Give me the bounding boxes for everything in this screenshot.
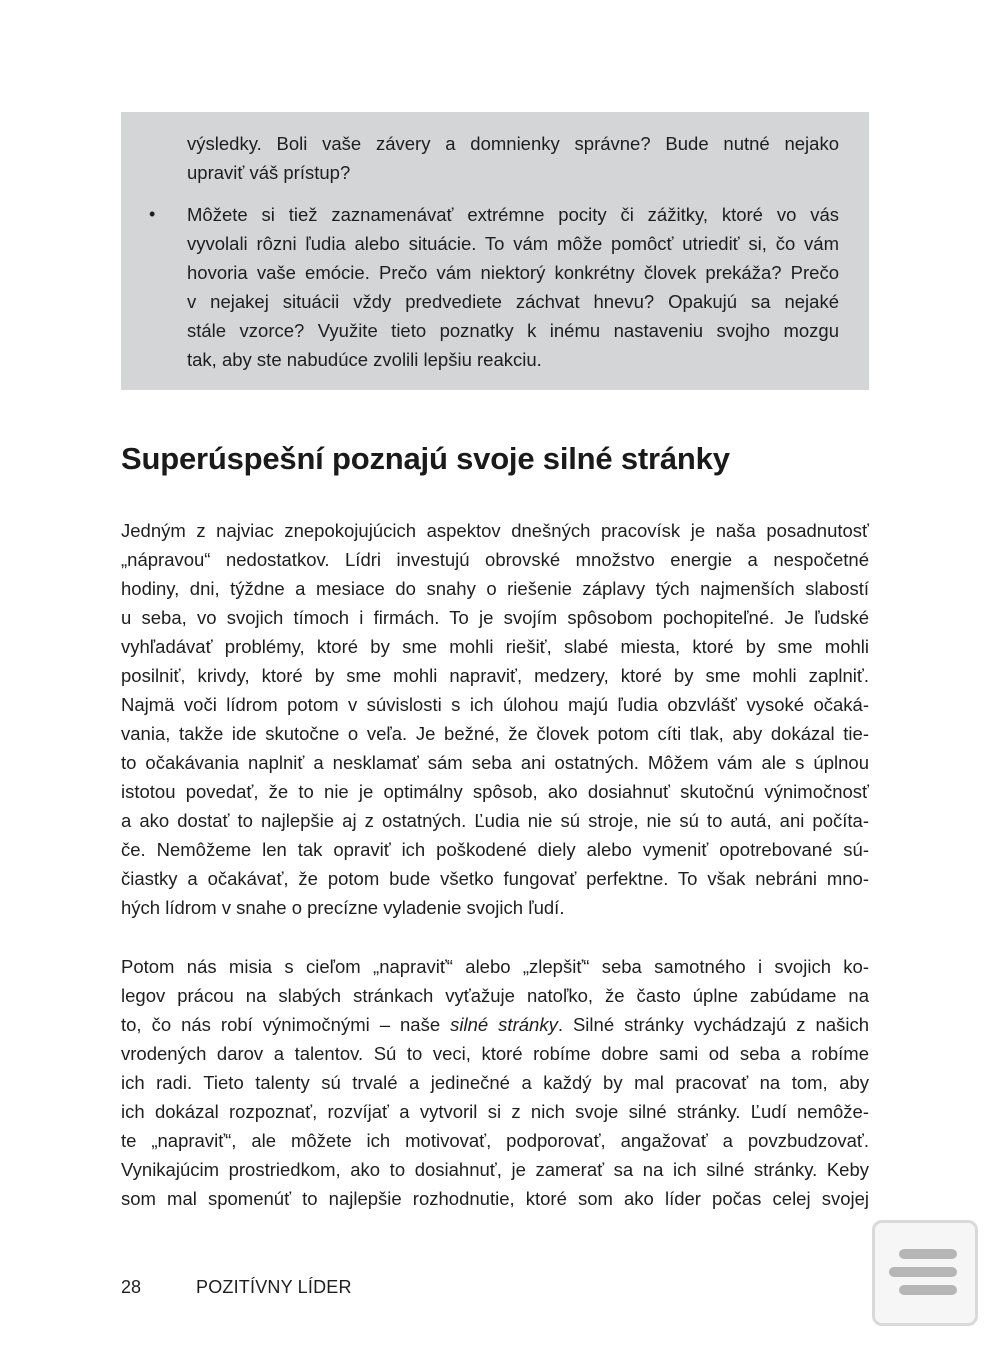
text-line: Vynikajúcim prostriedkom, ako to dosiahnuť, je zamerať sa na ich silné stránky. Keby (121, 1159, 869, 1180)
text-line: hodiny, dni, týždne a mesiace do snahy o riešenie záplavy tých najmenších slabostí (121, 578, 869, 599)
section-heading: Superúspešní poznajú svoje silné stránky (121, 441, 730, 476)
text-line: legov prácou na slabých stránkach vyťažuje natoľko, že často úplne zabúdame na (121, 985, 869, 1006)
text-line: Jedným z najviac znepokojujúcich aspektov dnešných pracovísk je naša posadnutosť (121, 520, 869, 541)
tip-line: vyvolali rôzni ľudia alebo situácie. To vám môže pomôcť utriediť si, čo vám (187, 233, 839, 254)
text-line: hých lídrom v snahe o precízne vyladenie svojich ľudí. (121, 897, 565, 918)
em-dash: – (379, 1014, 391, 1035)
text-line: a ako dostať to najlepšie aj z ostatných. Ľudia nie sú stroje, nie sú to autá, ani počíta- (121, 810, 869, 831)
text-line: Potom nás misia s cieľom „napraviť“ alebo „zlepšiť“ seba samotného i svojich ko- (121, 956, 869, 977)
text-line: vyhľadávať problémy, ktoré by sme mohli riešiť, slabé miesta, ktoré by sme mohli (121, 636, 869, 657)
text-line: čiastky a očakávať, že potom bude všetko fungovať perfektne. To však nebráni mno- (121, 868, 869, 889)
text-span: naše (400, 1014, 441, 1035)
text-line: vrodených darov a talentov. Sú to veci, ktoré robíme dobre sami od seba a robíme (121, 1043, 869, 1064)
stacked-books-icon (872, 1220, 978, 1326)
text-line: „nápravou“ nedostatkov. Lídri investujú obrovské množstvo energie a nespočetné (121, 549, 869, 570)
text-line: to očakávania naplniť a nesklamať sám seba ani ostatných. Môžem vám ale s úplnou (121, 752, 869, 773)
tip-line: hovoria vaše emócie. Prečo vám niektorý konkrétny človek prekáža? Prečo (187, 262, 839, 283)
tip-line: Môžete si tiež zaznamenávať extrémne pocity či zážitky, ktoré vo vás (187, 204, 839, 225)
text-line: Najmä voči lídrom potom v súvislosti s ich úlohou majú ľudia obzvlášť vysoké očaká- (121, 694, 869, 715)
tip-line: tak, aby ste nabudúce zvolili lepšiu reakciu. (187, 349, 542, 370)
running-footer-title: POZITÍVNY LÍDER (196, 1277, 352, 1297)
tip-line: v nejakej situácii vždy predvediete záchvat hnevu? Opakujú sa nejaké (187, 291, 839, 312)
text-span: to, čo nás robí výnimočnými (121, 1014, 370, 1035)
tip-line: stále vzorce? Využite tieto poznatky k inému nastaveniu svojho mozgu (187, 320, 839, 341)
text-line: som mal spomenúť to najlepšie rozhodnutie, ktoré som ako líder počas celej svojej (121, 1188, 869, 1209)
emphasis-text: silné stránky (450, 1014, 558, 1035)
text-span: . Silné stránky vychádzajú z našich (557, 1014, 870, 1035)
tip-line: upraviť váš prístup? (187, 162, 351, 183)
text-line: u seba, vo svojich tímoch i firmách. To je svojím spôsobom pochopiteľné. Je ľudské (121, 607, 869, 628)
tip-line: výsledky. Boli vaše závery a domnienky správne? Bude nutné nejako (187, 133, 839, 154)
page-number: 28 (121, 1277, 142, 1297)
tip-box (121, 112, 869, 390)
text-line: ich dokázal rozpoznať, rozvíjať a vytvoril si z nich svoje silné stránky. Ľudí nemôže- (121, 1101, 869, 1122)
text-line: ich radi. Tieto talenty sú trvalé a jedinečné a každý by mal pracovať na tom, aby (121, 1072, 869, 1093)
text-line: vania, takže ide skutočne o veľa. Je bežné, že človek potom cíti tlak, aby dokázal tie- (121, 723, 869, 744)
text-line: posilniť, krivdy, ktoré by sme mohli napraviť, medzery, ktoré by sme mohli zaplniť. (121, 665, 869, 686)
text-line: te „napraviť“, ale môžete ich motivovať, podporovať, angažovať a povzbudzovať. (121, 1130, 869, 1151)
bullet-marker: • (149, 204, 156, 224)
text-line (121, 1010, 869, 1039)
text-line: če. Nemôžeme len tak opraviť ich poškodené diely alebo vymeniť opotrebované sú- (121, 839, 869, 860)
text-line: istotou povedať, že to nie je optimálny spôsob, ako dosiahnuť skutočnú výnimočnosť (121, 781, 869, 802)
